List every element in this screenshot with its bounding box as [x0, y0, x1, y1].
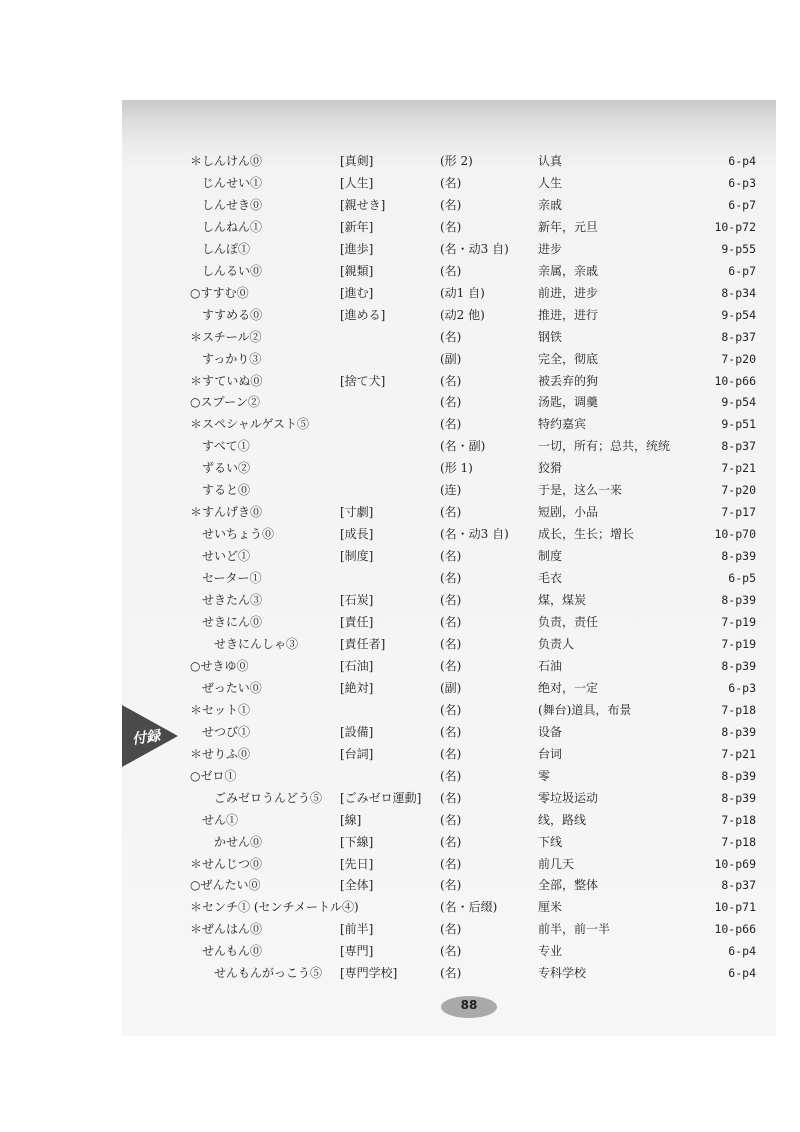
- entry-reading: ＊セット①: [190, 702, 251, 717]
- entry-reference: 9-p51: [721, 417, 756, 432]
- vocab-entry: [122, 260, 776, 282]
- entry-reference: 6-p4: [728, 154, 756, 168]
- vocab-entry: [122, 370, 776, 392]
- entry-reading: すると⓪: [202, 483, 251, 498]
- entry-part-of-speech: (名): [440, 175, 462, 190]
- entry-meaning: 人生: [538, 175, 563, 190]
- entry-kanji: [下線]: [340, 834, 374, 849]
- vocab-entry: [122, 238, 776, 260]
- vocab-entry: [122, 435, 776, 457]
- entry-reference: 7-p21: [721, 746, 756, 761]
- entry-part-of-speech: (名): [440, 878, 462, 893]
- entry-kanji: [成長]: [340, 527, 374, 542]
- side-tab-label: 付録: [131, 728, 162, 748]
- entry-kanji: [全体]: [340, 878, 374, 893]
- vocab-entry: [122, 501, 776, 523]
- entry-part-of-speech: (名): [440, 505, 462, 520]
- entry-reference: 8-p39: [721, 593, 756, 608]
- entry-meaning: 制度: [538, 549, 563, 564]
- vocab-entry: [122, 831, 776, 853]
- entry-meaning: 石油: [538, 658, 563, 673]
- entry-part-of-speech: (名): [440, 197, 462, 212]
- vocab-entry: [122, 413, 776, 435]
- entry-part-of-speech: (名): [440, 746, 462, 761]
- entry-reference: 7-p20: [721, 483, 756, 498]
- vocab-entry: [122, 743, 776, 765]
- vocab-entry: [122, 348, 776, 370]
- vocab-entry: [122, 150, 776, 172]
- entry-meaning: 短剧，小品: [538, 505, 599, 520]
- entry-meaning: 一切，所有；总共，统统: [538, 439, 671, 454]
- entry-meaning: 亲属，亲戚: [538, 263, 599, 278]
- entry-kanji: [真剣]: [340, 154, 374, 168]
- entry-kanji: [ごみゼロ運動]: [340, 790, 422, 805]
- vocab-entry: [122, 809, 776, 831]
- vocab-entry: [122, 787, 776, 809]
- entry-kanji: [前半]: [340, 922, 374, 937]
- page-number: 88: [460, 998, 478, 1012]
- entry-meaning: 钢铁: [538, 329, 563, 344]
- entry-reference: 8-p39: [721, 768, 756, 783]
- vocab-entry: [122, 172, 776, 194]
- entry-meaning: 全部，整体: [538, 878, 599, 893]
- entry-part-of-speech: (名): [440, 768, 462, 783]
- entry-reference: 7-p19: [721, 636, 756, 651]
- entry-reference: 6-p4: [728, 966, 756, 981]
- entry-reference: 8-p34: [721, 285, 756, 300]
- entry-meaning: 负责，责任: [538, 615, 599, 630]
- entry-reading: ずるい②: [202, 461, 251, 476]
- entry-kanji: [責任]: [340, 615, 374, 630]
- entry-reading: ○スプーン②: [190, 395, 260, 410]
- entry-meaning: 负责人: [538, 636, 575, 651]
- entry-reading: しんるい⓪: [202, 263, 263, 278]
- entry-kanji: [捨て犬]: [340, 373, 386, 388]
- entry-reference: 9-p54: [721, 395, 756, 410]
- entry-reading: せいど①: [202, 549, 251, 564]
- entry-part-of-speech: (名): [440, 702, 462, 717]
- entry-part-of-speech: (名): [440, 834, 462, 849]
- entry-meaning: 前进，进步: [538, 285, 599, 300]
- entry-kanji: [絶対]: [340, 680, 374, 695]
- entry-reading: ＊スチール②: [190, 329, 262, 344]
- entry-meaning: 前半，前一半: [538, 922, 611, 937]
- entry-reference: 7-p18: [721, 812, 756, 827]
- vocab-entry: [122, 611, 776, 633]
- entry-reference: 6-p5: [728, 571, 756, 586]
- entry-meaning: 毛衣: [538, 571, 563, 586]
- entry-kanji: [進む]: [340, 285, 374, 300]
- entry-reference: 9-p55: [721, 241, 756, 256]
- entry-meaning: 设备: [538, 724, 563, 739]
- entry-meaning: 零: [538, 768, 551, 783]
- entry-reference: 6-p3: [728, 175, 756, 190]
- entry-reference: 10-p66: [714, 922, 756, 937]
- entry-part-of-speech: (动1 自): [440, 285, 485, 300]
- entry-part-of-speech: (名): [440, 658, 462, 673]
- entry-part-of-speech: (连): [440, 483, 462, 498]
- entry-reading: ○せきゆ⓪: [190, 658, 249, 673]
- page-number-badge: [440, 995, 498, 1019]
- entry-reading: せきたん③: [202, 593, 263, 608]
- entry-reference: 8-p39: [721, 790, 756, 805]
- vocab-entry: [122, 874, 776, 896]
- entry-kanji: [進歩]: [340, 241, 374, 256]
- entry-meaning: 狡猾: [538, 461, 563, 476]
- entry-reference: 10-p70: [714, 527, 756, 542]
- entry-meaning: 前几天: [538, 856, 575, 871]
- vocab-entry: [122, 721, 776, 743]
- entry-meaning: 专科学校: [538, 966, 587, 981]
- entry-meaning: 认真: [538, 154, 563, 168]
- entry-reading: じんせい①: [202, 175, 263, 190]
- entry-reference: 8-p37: [721, 329, 756, 344]
- entry-reference: 7-p20: [721, 351, 756, 366]
- entry-reading: すべて①: [202, 439, 250, 454]
- entry-part-of-speech: (名・副): [440, 439, 486, 454]
- entry-part-of-speech: (名): [440, 593, 462, 608]
- entry-part-of-speech: (名): [440, 856, 462, 871]
- entry-reference: 8-p39: [721, 549, 756, 564]
- entry-reading: ＊すていぬ⓪: [190, 373, 263, 388]
- entry-meaning: 线，路线: [538, 812, 587, 827]
- entry-kanji: [石油]: [340, 658, 374, 673]
- entry-kanji: [寸劇]: [340, 505, 374, 520]
- entry-reading: しんぽ①: [202, 241, 251, 256]
- vocab-entry: [122, 282, 776, 304]
- entry-reference: 6-p7: [728, 197, 756, 212]
- entry-reading: かせん⓪: [214, 834, 263, 849]
- entry-reading: すすめる⓪: [202, 307, 263, 322]
- entry-reference: 7-p21: [721, 461, 756, 476]
- entry-kanji: [責任者]: [340, 636, 386, 651]
- entry-part-of-speech: (名): [440, 373, 462, 388]
- vocab-entry: [122, 304, 776, 326]
- entry-meaning: 成长，生长；增长: [538, 527, 635, 542]
- entry-part-of-speech: (名): [440, 966, 462, 981]
- entry-reading: ＊しんけん⓪: [190, 154, 263, 168]
- entry-reference: 10-p71: [714, 900, 756, 915]
- entry-reading: しんせき⓪: [202, 197, 263, 212]
- entry-meaning: 完全，彻底: [538, 351, 599, 366]
- entry-meaning: (舞台)道具，布景: [538, 702, 632, 717]
- entry-reading: せきにん⓪: [202, 615, 263, 630]
- entry-reading: しんねん①: [202, 219, 263, 234]
- entry-reading: せきにんしゃ③: [214, 636, 299, 651]
- entry-part-of-speech: (动2 他): [440, 307, 485, 322]
- entry-reference: 10-p69: [714, 856, 756, 871]
- entry-kanji: [設備]: [340, 724, 374, 739]
- entry-reading: ○ゼロ①: [190, 768, 237, 783]
- entry-part-of-speech: (名): [440, 724, 462, 739]
- entry-part-of-speech: (名): [440, 329, 462, 344]
- entry-meaning: 台词: [538, 746, 563, 761]
- entry-meaning: 专业: [538, 944, 563, 959]
- entry-part-of-speech: (名): [440, 790, 462, 805]
- entry-part-of-speech: (名): [440, 944, 462, 959]
- entry-reference: 7-p17: [721, 505, 756, 520]
- entry-reference: 6-p4: [728, 944, 756, 959]
- entry-reference: 10-p72: [714, 219, 756, 234]
- entry-meaning: 厘米: [538, 900, 563, 915]
- entry-kanji: [親類]: [340, 263, 374, 278]
- entry-kanji: [専門]: [340, 944, 374, 959]
- entry-reference: 6-p7: [728, 263, 756, 278]
- entry-kanji: [台詞]: [340, 746, 374, 761]
- entry-reading: ＊ぜんはん⓪: [190, 922, 263, 937]
- vocab-entry: [122, 326, 776, 348]
- vocab-entry: [122, 589, 776, 611]
- entry-reading: ぜったい⓪: [202, 680, 262, 695]
- entry-meaning: 亲戚: [538, 197, 563, 212]
- entry-reference: 7-p19: [721, 615, 756, 630]
- entry-kanji: [石炭]: [340, 593, 374, 608]
- entry-part-of-speech: (名): [440, 571, 462, 586]
- vocab-entry: [122, 765, 776, 787]
- vocab-entry: [122, 677, 776, 699]
- vocab-entry: [122, 633, 776, 655]
- entry-meaning: 新年，元旦: [538, 219, 599, 234]
- entry-reference: 9-p54: [721, 307, 756, 322]
- entry-part-of-speech: (名): [440, 812, 462, 827]
- entry-meaning: 特约嘉宾: [538, 417, 587, 432]
- entry-meaning: 于是，这么一来: [538, 483, 623, 498]
- entry-kanji: [親せき]: [340, 197, 386, 212]
- entry-part-of-speech: (形 2): [440, 154, 473, 168]
- vocab-entry: [122, 194, 776, 216]
- entry-reading: ＊すんげき⓪: [190, 505, 263, 520]
- vocab-entry: [122, 655, 776, 677]
- vocab-entry: [122, 479, 776, 501]
- appendix-side-tab: [122, 705, 178, 767]
- vocab-entry: [122, 896, 776, 918]
- entry-part-of-speech: (副): [440, 351, 462, 366]
- entry-meaning: 进步: [538, 241, 563, 256]
- entry-kanji: [制度]: [340, 549, 374, 564]
- entry-meaning: 下线: [538, 834, 563, 849]
- entry-reference: 7-p18: [721, 834, 756, 849]
- entry-reference: 8-p39: [721, 724, 756, 739]
- entry-kanji: [線]: [340, 812, 362, 827]
- entry-reference: 8-p37: [721, 439, 756, 454]
- entry-reading: ○ぜんたい⓪: [190, 878, 261, 893]
- vocab-entry: [122, 962, 776, 984]
- entry-reading: せつび①: [202, 724, 251, 739]
- entry-kanji: [新年]: [340, 219, 374, 234]
- entry-part-of-speech: (名・动3 自): [440, 527, 509, 542]
- vocab-entry: [122, 940, 776, 962]
- vocab-entry: [122, 457, 776, 479]
- entry-reading: せいちょう⓪: [202, 527, 275, 542]
- entry-meaning: 被丢弃的狗: [538, 373, 599, 388]
- entry-part-of-speech: (名): [440, 219, 462, 234]
- entry-meaning: 绝对，一定: [538, 680, 599, 695]
- entry-reading: セーター①: [202, 571, 262, 586]
- entry-reading: ごみゼロうんどう⑤: [214, 790, 323, 805]
- entry-part-of-speech: (副): [440, 680, 462, 695]
- vocab-entry: [122, 391, 776, 413]
- entry-kanji: [専門学校]: [340, 966, 398, 981]
- entry-reference: 7-p18: [721, 702, 756, 717]
- entry-meaning: 煤，煤炭: [538, 593, 587, 608]
- entry-reading: ＊せりふ⓪: [190, 746, 251, 761]
- entry-part-of-speech: (名・后缀): [440, 900, 498, 915]
- vocab-entry: [122, 216, 776, 238]
- entry-kanji: [進める]: [340, 307, 386, 322]
- entry-part-of-speech: (形 1): [440, 461, 473, 476]
- entry-reference: 6-p3: [728, 680, 756, 695]
- entry-part-of-speech: (名・动3 自): [440, 241, 509, 256]
- entry-part-of-speech: (名): [440, 549, 462, 564]
- entry-reading: ＊スペシャルゲスト⑤: [190, 417, 310, 432]
- entry-part-of-speech: (名): [440, 636, 462, 651]
- entry-reference: 10-p66: [714, 373, 756, 388]
- entry-part-of-speech: (名): [440, 615, 462, 630]
- vocab-entry: [122, 699, 776, 721]
- entry-reading: せんもん⓪: [202, 944, 263, 959]
- entry-part-of-speech: (名): [440, 263, 462, 278]
- entry-meaning: 汤匙，调羹: [538, 395, 599, 410]
- entry-meaning: 推进，进行: [538, 307, 599, 322]
- vocabulary-list: [122, 150, 776, 984]
- entry-reading: ＊センチ① (センチメートル④): [190, 900, 359, 915]
- vocab-entry: [122, 918, 776, 940]
- entry-meaning: 零垃圾运动: [538, 790, 599, 805]
- entry-reading: ＊せんじつ⓪: [190, 856, 263, 871]
- entry-reading: せん①: [202, 812, 239, 827]
- entry-reference: 8-p37: [721, 878, 756, 893]
- entry-part-of-speech: (名): [440, 922, 462, 937]
- vocab-entry: [122, 853, 776, 875]
- entry-reference: 8-p39: [721, 658, 756, 673]
- entry-kanji: [先日]: [340, 856, 374, 871]
- entry-kanji: [人生]: [340, 175, 374, 190]
- entry-reading: ○すすむ⓪: [190, 285, 249, 300]
- vocab-entry: [122, 567, 776, 589]
- vocab-entry: [122, 523, 776, 545]
- entry-part-of-speech: (名): [440, 395, 462, 410]
- entry-reading: すっかり③: [202, 351, 262, 366]
- entry-reading: せんもんがっこう⑤: [214, 966, 323, 981]
- entry-part-of-speech: (名): [440, 417, 462, 432]
- scanned-page: [122, 100, 776, 1036]
- vocab-entry: [122, 545, 776, 567]
